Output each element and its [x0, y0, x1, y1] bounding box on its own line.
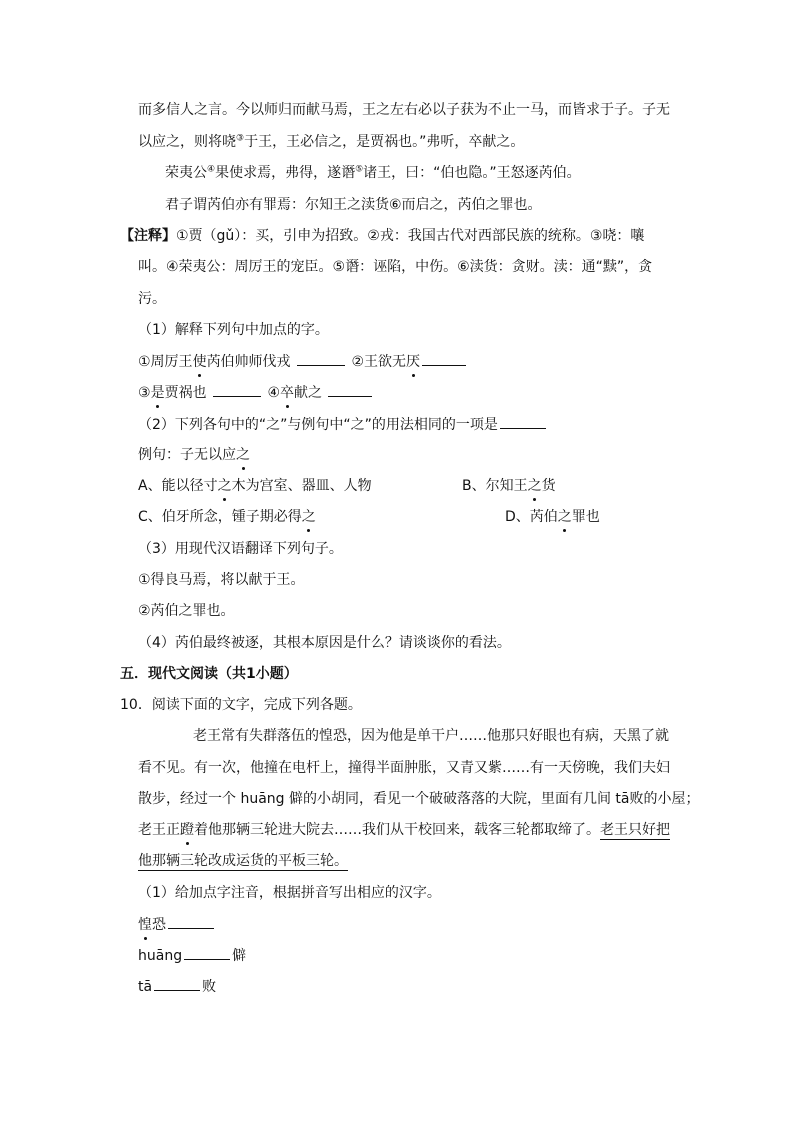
answer-blank[interactable]: [168, 914, 214, 929]
passage-line: 老王正蹬着他那辆三轮进大院去……我们从干校回来，载客三轮都取缔了。老王只好把: [138, 822, 670, 838]
option-d: D、芮伯之罪也: [505, 509, 600, 525]
question-title: （3）用现代汉语翻译下列句子。: [138, 541, 343, 557]
notes-label: 【注释】: [120, 228, 176, 244]
question-item: huāng 僻: [138, 945, 246, 966]
answer-blank[interactable]: [213, 382, 261, 397]
question-title: （1）给加点字注音，根据拼音写出相应的汉字。: [138, 885, 441, 901]
passage-line: 而多信人之言。今以师归而献马焉，王之左右必以子获为不止一马，而皆求于子。子无: [138, 102, 670, 118]
question-title: （4）芮伯最终被逐，其根本原因是什么？请谈谈你的看法。: [138, 635, 511, 651]
answer-blank[interactable]: [297, 351, 345, 366]
question-item: ①得良马焉，将以献于王。: [138, 572, 305, 588]
passage-line: 看不见。有一次，他撞在电杆上，撞得半面肿胀，又青又紫……有一天傍晚，我们夫妇: [138, 760, 670, 776]
notes-line: 【注释】①贾（gǔ）：买，引申为招致。②戎：我国古代对西部民族的统称。③哓：嚷: [120, 228, 645, 244]
notes-line: 污。: [138, 291, 166, 307]
underlined-text: 老王只好把: [600, 822, 670, 838]
section-heading: 五．现代文阅读（共1小题）: [120, 666, 298, 682]
passage-line: 老王常有失群落伍的惶恐，因为他是单干户……他那只好眼也有病，天黑了就: [193, 728, 669, 744]
answer-blank[interactable]: [328, 382, 372, 397]
passage-line: 以应之，则将哓③于王，王必信之，是贾祸也。”弗听，卒献之。: [138, 133, 525, 150]
answer-blank[interactable]: [500, 414, 546, 429]
passage-line: 荣夷公④果使求焉，弗得，遂谮⑤诸王，曰：“伯也隐。”王怒逐芮伯。: [165, 164, 581, 181]
option-c: C、伯牙所念，锺子期必得之: [138, 509, 316, 525]
option-a: A、能以径寸之木为宫室、器皿、人物: [138, 478, 372, 494]
passage-line: 君子谓芮伯亦有罪焉：尔知王之渎货⑥而启之，芮伯之罪也。: [165, 197, 542, 213]
underlined-text: 他那辆三轮改成运货的平板三轮。: [138, 853, 348, 869]
question-example: 例句：子无以应之: [138, 447, 250, 463]
answer-blank[interactable]: [154, 976, 200, 991]
passage-line: [138, 851, 348, 871]
question-intro: 10．阅读下面的文字，完成下列各题。: [120, 697, 362, 713]
answer-blank[interactable]: [422, 351, 466, 366]
question-item: tā 败: [138, 976, 216, 997]
option-b: B、尔知王之货: [462, 478, 556, 494]
question-item: ②芮伯之罪也。: [138, 603, 235, 619]
answer-blank[interactable]: [184, 945, 230, 960]
question-item: 惶恐: [138, 914, 216, 935]
passage-line: 散步，经过一个 huāng 僻的小胡同，看见一个破破落落的大院，里面有几间 tā败的小屋；: [138, 791, 700, 807]
notes-line: 叫。④荣夷公：周厉王的宠臣。⑤谮：诬陷，中伤。⑥渎货：贪财。渎：通“黩”，贪: [138, 259, 653, 275]
question-item: ①周厉王使芮伯帅师伐戎 ②王欲无厌: [138, 351, 468, 372]
question-title: （1）解释下列句中加点的字。: [138, 322, 329, 338]
question-title: （2）下列各句中的“之”与例句中“之”的用法相同的一项是: [138, 414, 548, 435]
question-item: ③是贾祸也 ④卒献之: [138, 382, 374, 403]
